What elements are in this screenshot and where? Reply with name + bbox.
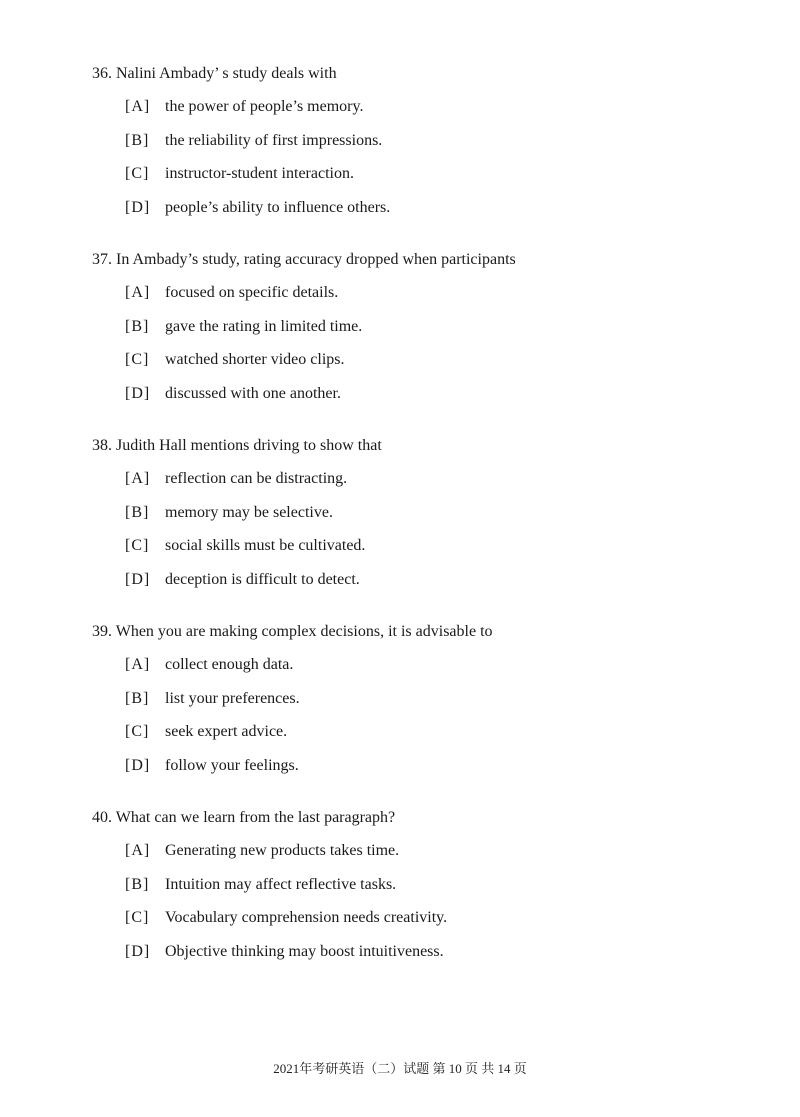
option-letter: [B] xyxy=(125,503,150,521)
option-text: the power of people’s memory. xyxy=(165,98,364,115)
question-stem: 37. In Ambady’s study, rating accuracy dropped when participants xyxy=(92,251,516,268)
option-d xyxy=(125,756,772,776)
option-a xyxy=(125,283,772,303)
question-stem: 39. When you are making complex decisions, it is advisable to xyxy=(92,623,493,640)
option-letter: [B] xyxy=(125,131,150,149)
option-text: list your preferences. xyxy=(165,689,300,707)
question-39 xyxy=(92,622,772,789)
option-b xyxy=(125,689,772,709)
option-letter: [A] xyxy=(125,842,151,859)
option-text: deception is difficult to detect. xyxy=(165,570,360,588)
option-c xyxy=(125,350,772,370)
option-text: the reliability of first impressions. xyxy=(165,131,383,149)
option-letter: [C] xyxy=(125,723,150,741)
option-text: discussed with one another. xyxy=(165,384,341,402)
option-letter: [A] xyxy=(125,470,151,487)
option-letter: [D] xyxy=(125,198,151,216)
option-text: Generating new products takes time. xyxy=(165,842,400,859)
option-list xyxy=(92,283,772,404)
question-stem: 40. What can we learn from the last paragraph? xyxy=(92,809,396,826)
option-a xyxy=(125,655,772,675)
option-letter: [C] xyxy=(125,909,150,927)
option-text: Vocabulary comprehension needs creativity. xyxy=(165,909,448,927)
option-c xyxy=(125,722,772,742)
option-a xyxy=(125,841,772,861)
option-text: gave the rating in limited time. xyxy=(165,317,363,335)
option-text: watched shorter video clips. xyxy=(165,351,345,369)
option-letter: [B] xyxy=(125,317,150,335)
option-letter: [C] xyxy=(125,351,150,369)
option-text: Intuition may affect reflective tasks. xyxy=(165,875,397,893)
option-letter: [C] xyxy=(125,165,150,183)
question-stem: 36. Nalini Ambady’ s study deals with xyxy=(92,65,337,82)
option-list xyxy=(92,469,772,590)
option-letter: [B] xyxy=(125,689,150,707)
option-text: follow your feelings. xyxy=(165,756,299,774)
option-b xyxy=(125,131,772,151)
option-b xyxy=(125,875,772,895)
question-36 xyxy=(92,64,772,231)
option-a xyxy=(125,97,772,117)
option-letter: [D] xyxy=(125,570,151,588)
option-list xyxy=(92,97,772,218)
option-d xyxy=(125,570,772,590)
option-list xyxy=(92,841,772,962)
option-letter: [B] xyxy=(125,875,150,893)
option-letter: [A] xyxy=(125,284,151,301)
question-37 xyxy=(92,250,772,417)
option-text: focused on specific details. xyxy=(165,284,339,301)
option-d xyxy=(125,942,772,962)
option-letter: [D] xyxy=(125,384,151,402)
option-c xyxy=(125,164,772,184)
question-40 xyxy=(92,808,772,975)
option-letter: [D] xyxy=(125,942,151,960)
option-text: collect enough data. xyxy=(165,656,294,673)
question-stem: 38. Judith Hall mentions driving to show that xyxy=(92,437,382,454)
option-c xyxy=(125,536,772,556)
option-text: instructor-student interaction. xyxy=(165,165,354,183)
option-text: seek expert advice. xyxy=(165,723,288,741)
option-text: memory may be selective. xyxy=(165,503,333,521)
option-d xyxy=(125,384,772,404)
option-a xyxy=(125,469,772,489)
page-footer: 2021年考研英语（二）试题 第 10 页 共 14 页 xyxy=(273,1061,527,1076)
option-text: people’s ability to influence others. xyxy=(165,198,391,216)
option-text: Objective thinking may boost intuitiveness. xyxy=(165,942,444,960)
option-b xyxy=(125,503,772,523)
option-d xyxy=(125,198,772,218)
option-letter: [D] xyxy=(125,756,151,774)
option-letter: [C] xyxy=(125,537,150,555)
option-text: reflection can be distracting. xyxy=(165,470,348,487)
option-letter: [A] xyxy=(125,98,151,115)
option-letter: [A] xyxy=(125,656,151,673)
question-38 xyxy=(92,436,772,603)
option-b xyxy=(125,317,772,337)
option-c xyxy=(125,908,772,928)
option-text: social skills must be cultivated. xyxy=(165,537,366,555)
option-list xyxy=(92,655,772,776)
